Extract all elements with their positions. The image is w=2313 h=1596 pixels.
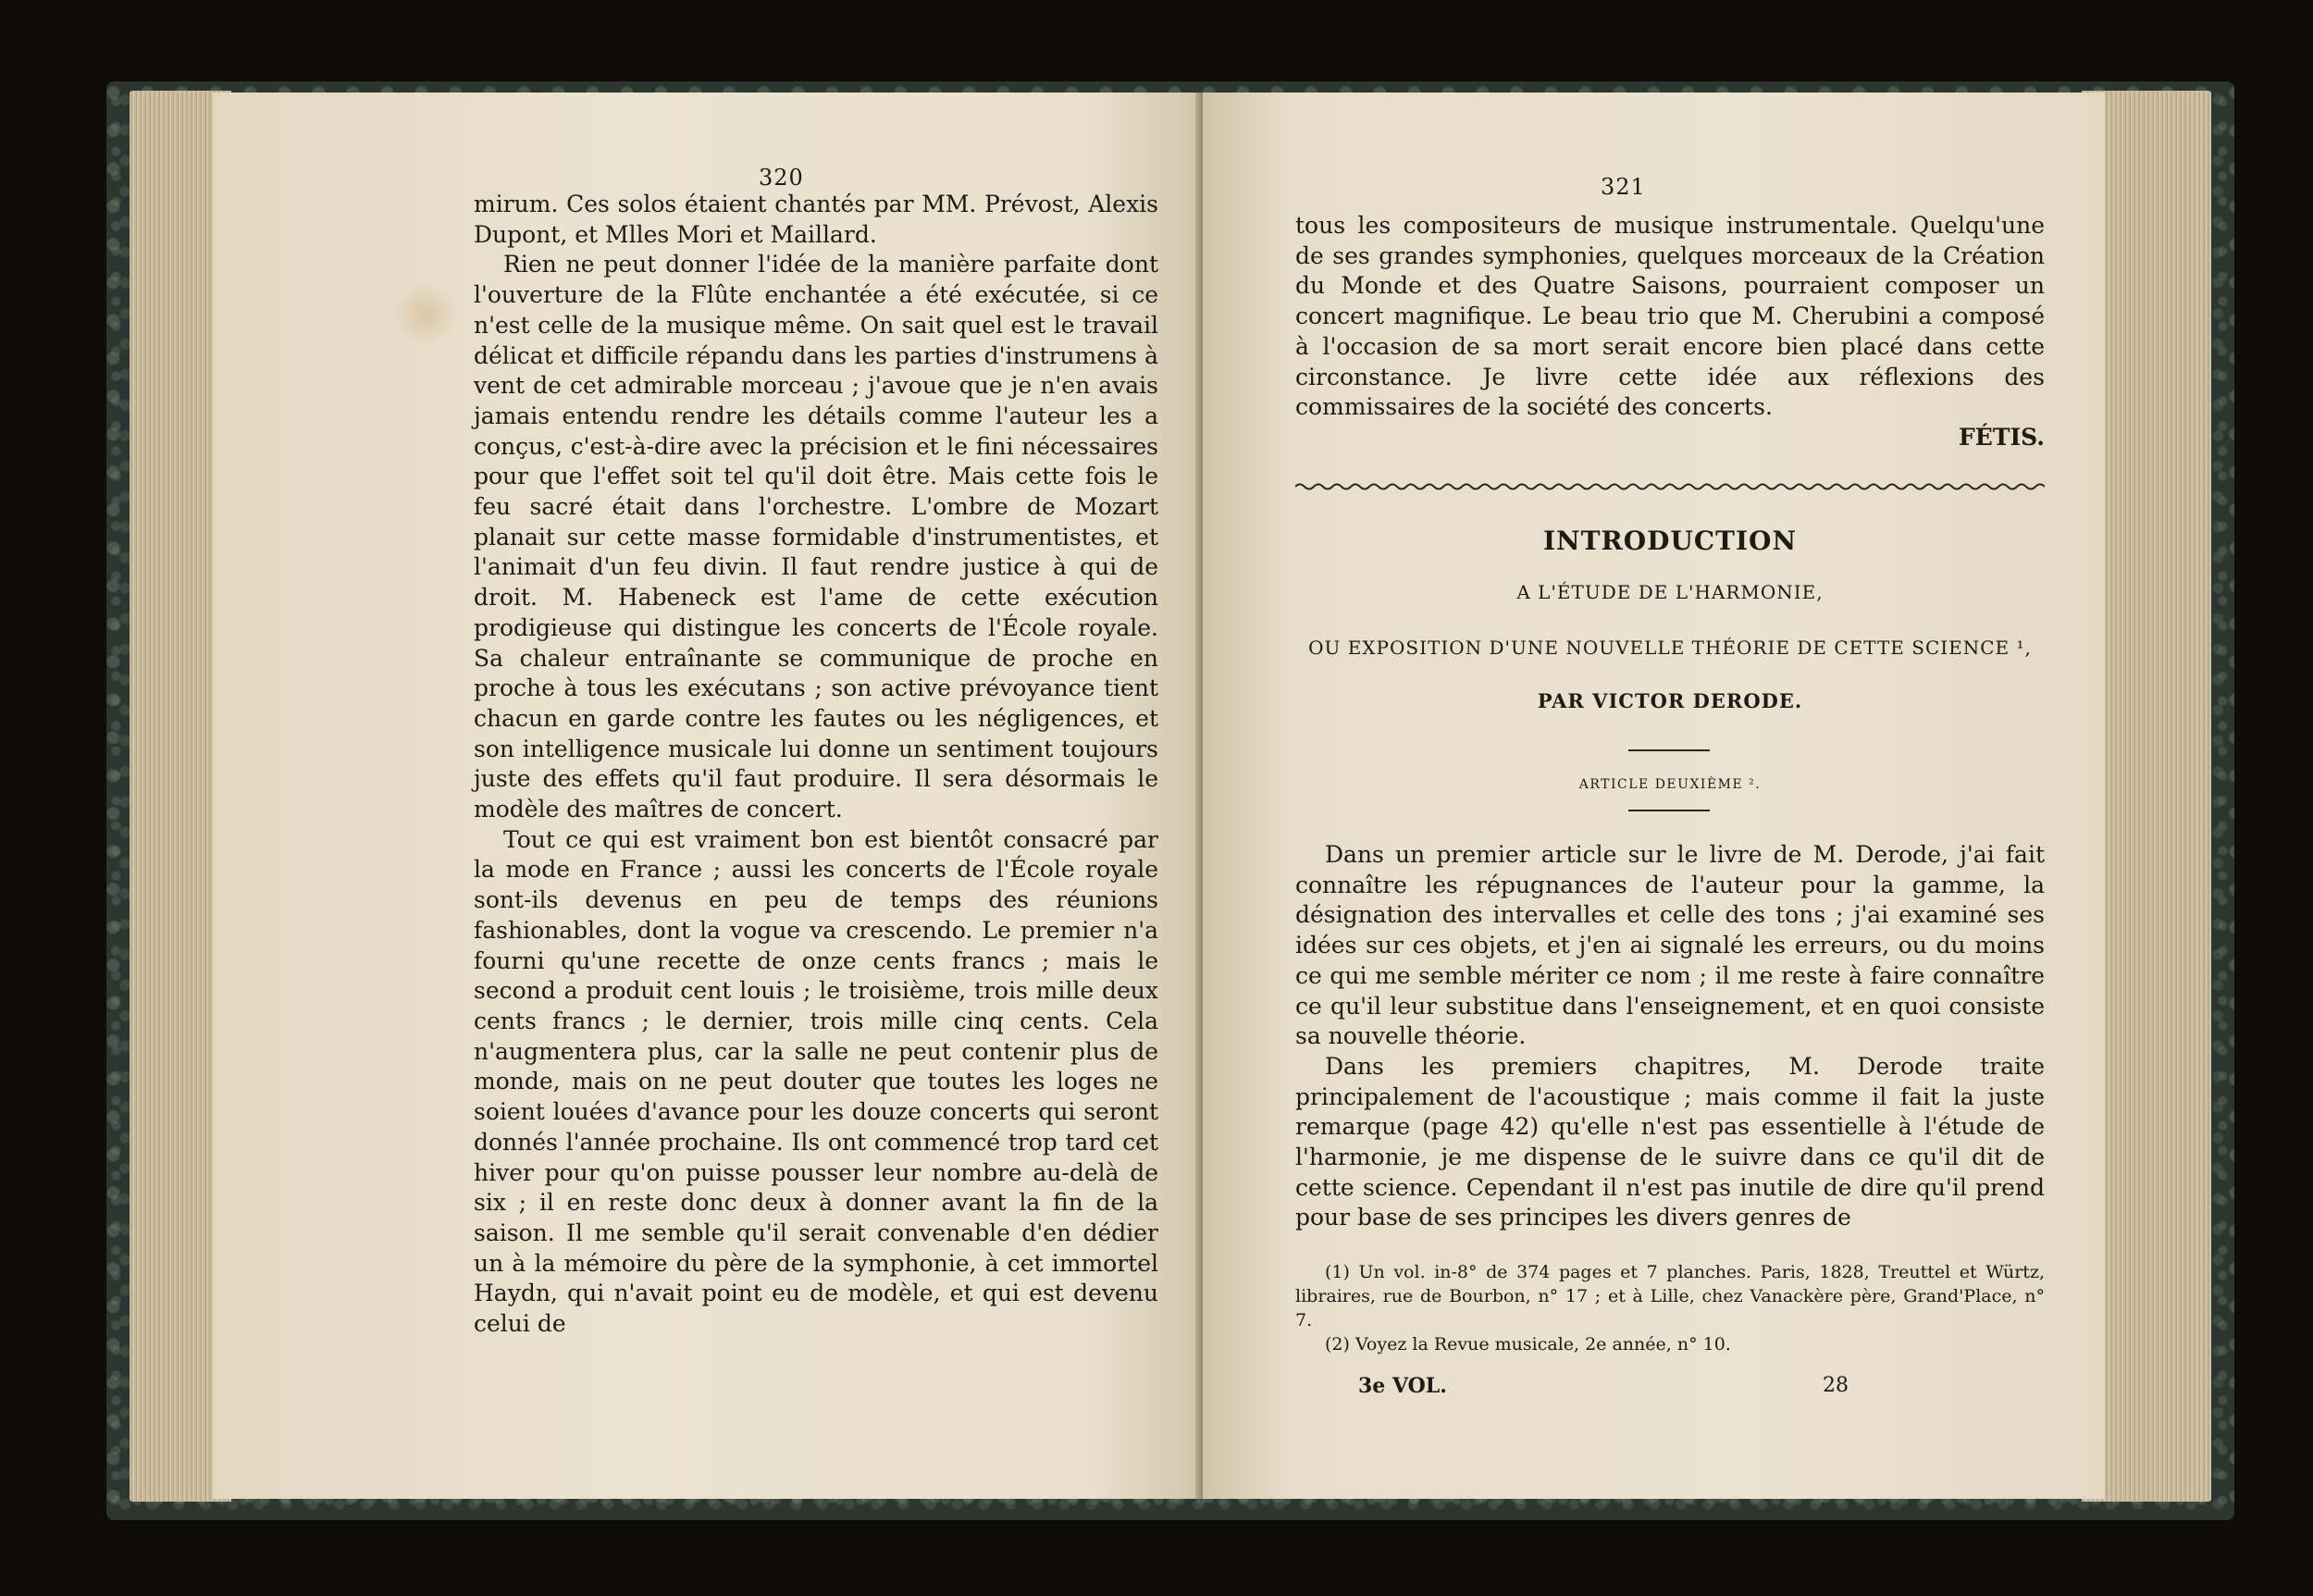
- article-author: PAR VICTOR DERODE.: [1537, 689, 1803, 712]
- footer-signature-mark: 28: [1823, 1374, 1849, 1397]
- short-rule: [1628, 810, 1710, 811]
- paragraph: Dans un premier article sur le livre de M. Derode, j'ai fait connaître les répugnances de l'auteur pour la gamme, la désignation des intervalles et celle des tons ; j'ai examiné ses idées sur ces objets, et j'en ai signalé les erreurs, ou du moins ce qui me semble mériter ce nom ; il me reste à faire connaître ce qu'il leur substitue dans l'enseignement, et en quoi consiste sa nouvelle théorie.: [1295, 841, 2045, 1050]
- paragraph: tous les compositeurs de musique instrumentale. Quelqu'une de ses grandes symphonies, quelques morceaux de la Création du Monde et des Quatre Saisons, pourraient composer un concert magnifique. Le beau trio que M. Cherubini a composé à l'occasion de sa mort serait encore bien placé dans cette circonstance. Je livre cette idée aux réflexions des commissaires de la société des concerts.: [1295, 212, 2045, 421]
- page-number: 321: [1601, 174, 1646, 200]
- article-subtitle: A L'ÉTUDE DE L'HARMONIE,: [1516, 581, 1824, 603]
- right-page: [1203, 93, 2105, 1499]
- article-subtitle: OU EXPOSITION D'UNE NOUVELLE THÉORIE DE CETTE SCIENCE ¹,: [1308, 637, 2032, 659]
- footnote: (2) Voyez la Revue musicale, 2e année, n° 10.: [1325, 1334, 1731, 1355]
- right-body-text: [1295, 840, 2045, 1233]
- paragraph: Dans les premiers chapitres, M. Derode traite principalement de l'acoustique ; mais comme il fait la juste remarque (page 42) qu'elle n'est pas essentielle à l'étude de l'harmonie, je me dispense de le suivre dans ce qu'il dit de cette science. Cependant il n'est pas inutile de dire qu'il prend pour base de ses principes les divers genres de: [1295, 1052, 2045, 1231]
- footnotes: [1295, 1260, 2045, 1356]
- short-rule: [1628, 749, 1710, 751]
- foxing-stain: [393, 282, 458, 347]
- right-top-text: [1295, 211, 2045, 453]
- footer-volume: 3e VOL.: [1358, 1374, 1447, 1398]
- paragraph: mirum. Ces solos étaient chantés par MM. Prévost, Alexis Dupont, et Mlles Mori et Maillard.: [474, 191, 1158, 248]
- article-title: INTRODUCTION: [1542, 526, 1798, 556]
- footnote: (1) Un vol. in-8° de 374 pages et 7 planches. Paris, 1828, Treuttel et Würtz, libraires, rue de Bourbon, n° 17 ; et à Lille, chez Vanackère père, Grand'Place, n° 7.: [1295, 1262, 2045, 1330]
- left-page: [213, 93, 1207, 1499]
- wavy-separator: [1295, 481, 2045, 492]
- article-label: ARTICLE DEUXIÈME ².: [1578, 777, 1762, 792]
- paragraph: Tout ce qui est vraiment bon est bientôt consacré par la mode en France ; aussi les concerts de l'École royale sont-ils devenus en peu de temps des réunions fashionables, dont la vogue va crescendo. Le premier n'a fourni qu'une recette de onze cents francs ; mais le second a produit cent louis ; le troisième, trois mille deux cents francs ; le dernier, trois mille cinq cents. Cela n'augmentera plus, car la salle ne peut contenir plus de monde, mais on ne peut douter que toutes les loges ne soient louées d'avance pour les douze concerts qui seront donnés l'année prochaine. Ils ont commencé trop tard cet hiver pour qu'on puisse pousser leur nombre au-delà de six ; il en reste donc deux à donner avant la fin de la saison. Il me semble qu'il serait convenable d'en dédier un à la mémoire du père de la symphonie, à cet immortel Haydn, qui n'avait point eu de modèle, et qui est devenu celui de: [474, 825, 1158, 1338]
- page-number: 320: [759, 165, 804, 191]
- left-body-text: [474, 190, 1158, 1340]
- signature: FÉTIS.: [1959, 423, 2045, 451]
- paragraph: Rien ne peut donner l'idée de la manière parfaite dont l'ouverture de la Flûte enchantée a été exécutée, si ce n'est celle de la musique même. On sait quel est le travail délicat et difficile répandu dans les parties d'instrumens à vent de cet admirable morceau ; j'avoue que je n'en avais jamais entendu rendre les détails comme l'auteur les a conçus, c'est-à-dire avec la précision et le fini nécessaires pour que l'effet soit tel qu'il doit être. Mais cette fois le feu sacré était dans l'orchestre. L'ombre de Mozart planait sur cette masse formidable d'instrumentistes, et l'animait d'un feu divin. Il faut rendre justice à qui de droit. M. Habeneck est l'ame de cette exécution prodigieuse qui distingue les concerts de l'École royale. Sa chaleur entraînante se communique de proche en proche à tous les exécutans ; son active prévoyance tient chacun en garde contre les fautes ou les négligences, et son intelligence musicale lui donne un sentiment toujours juste des effets qu'il faut produire. Il sera désormais le modèle des maîtres de concert.: [474, 251, 1158, 823]
